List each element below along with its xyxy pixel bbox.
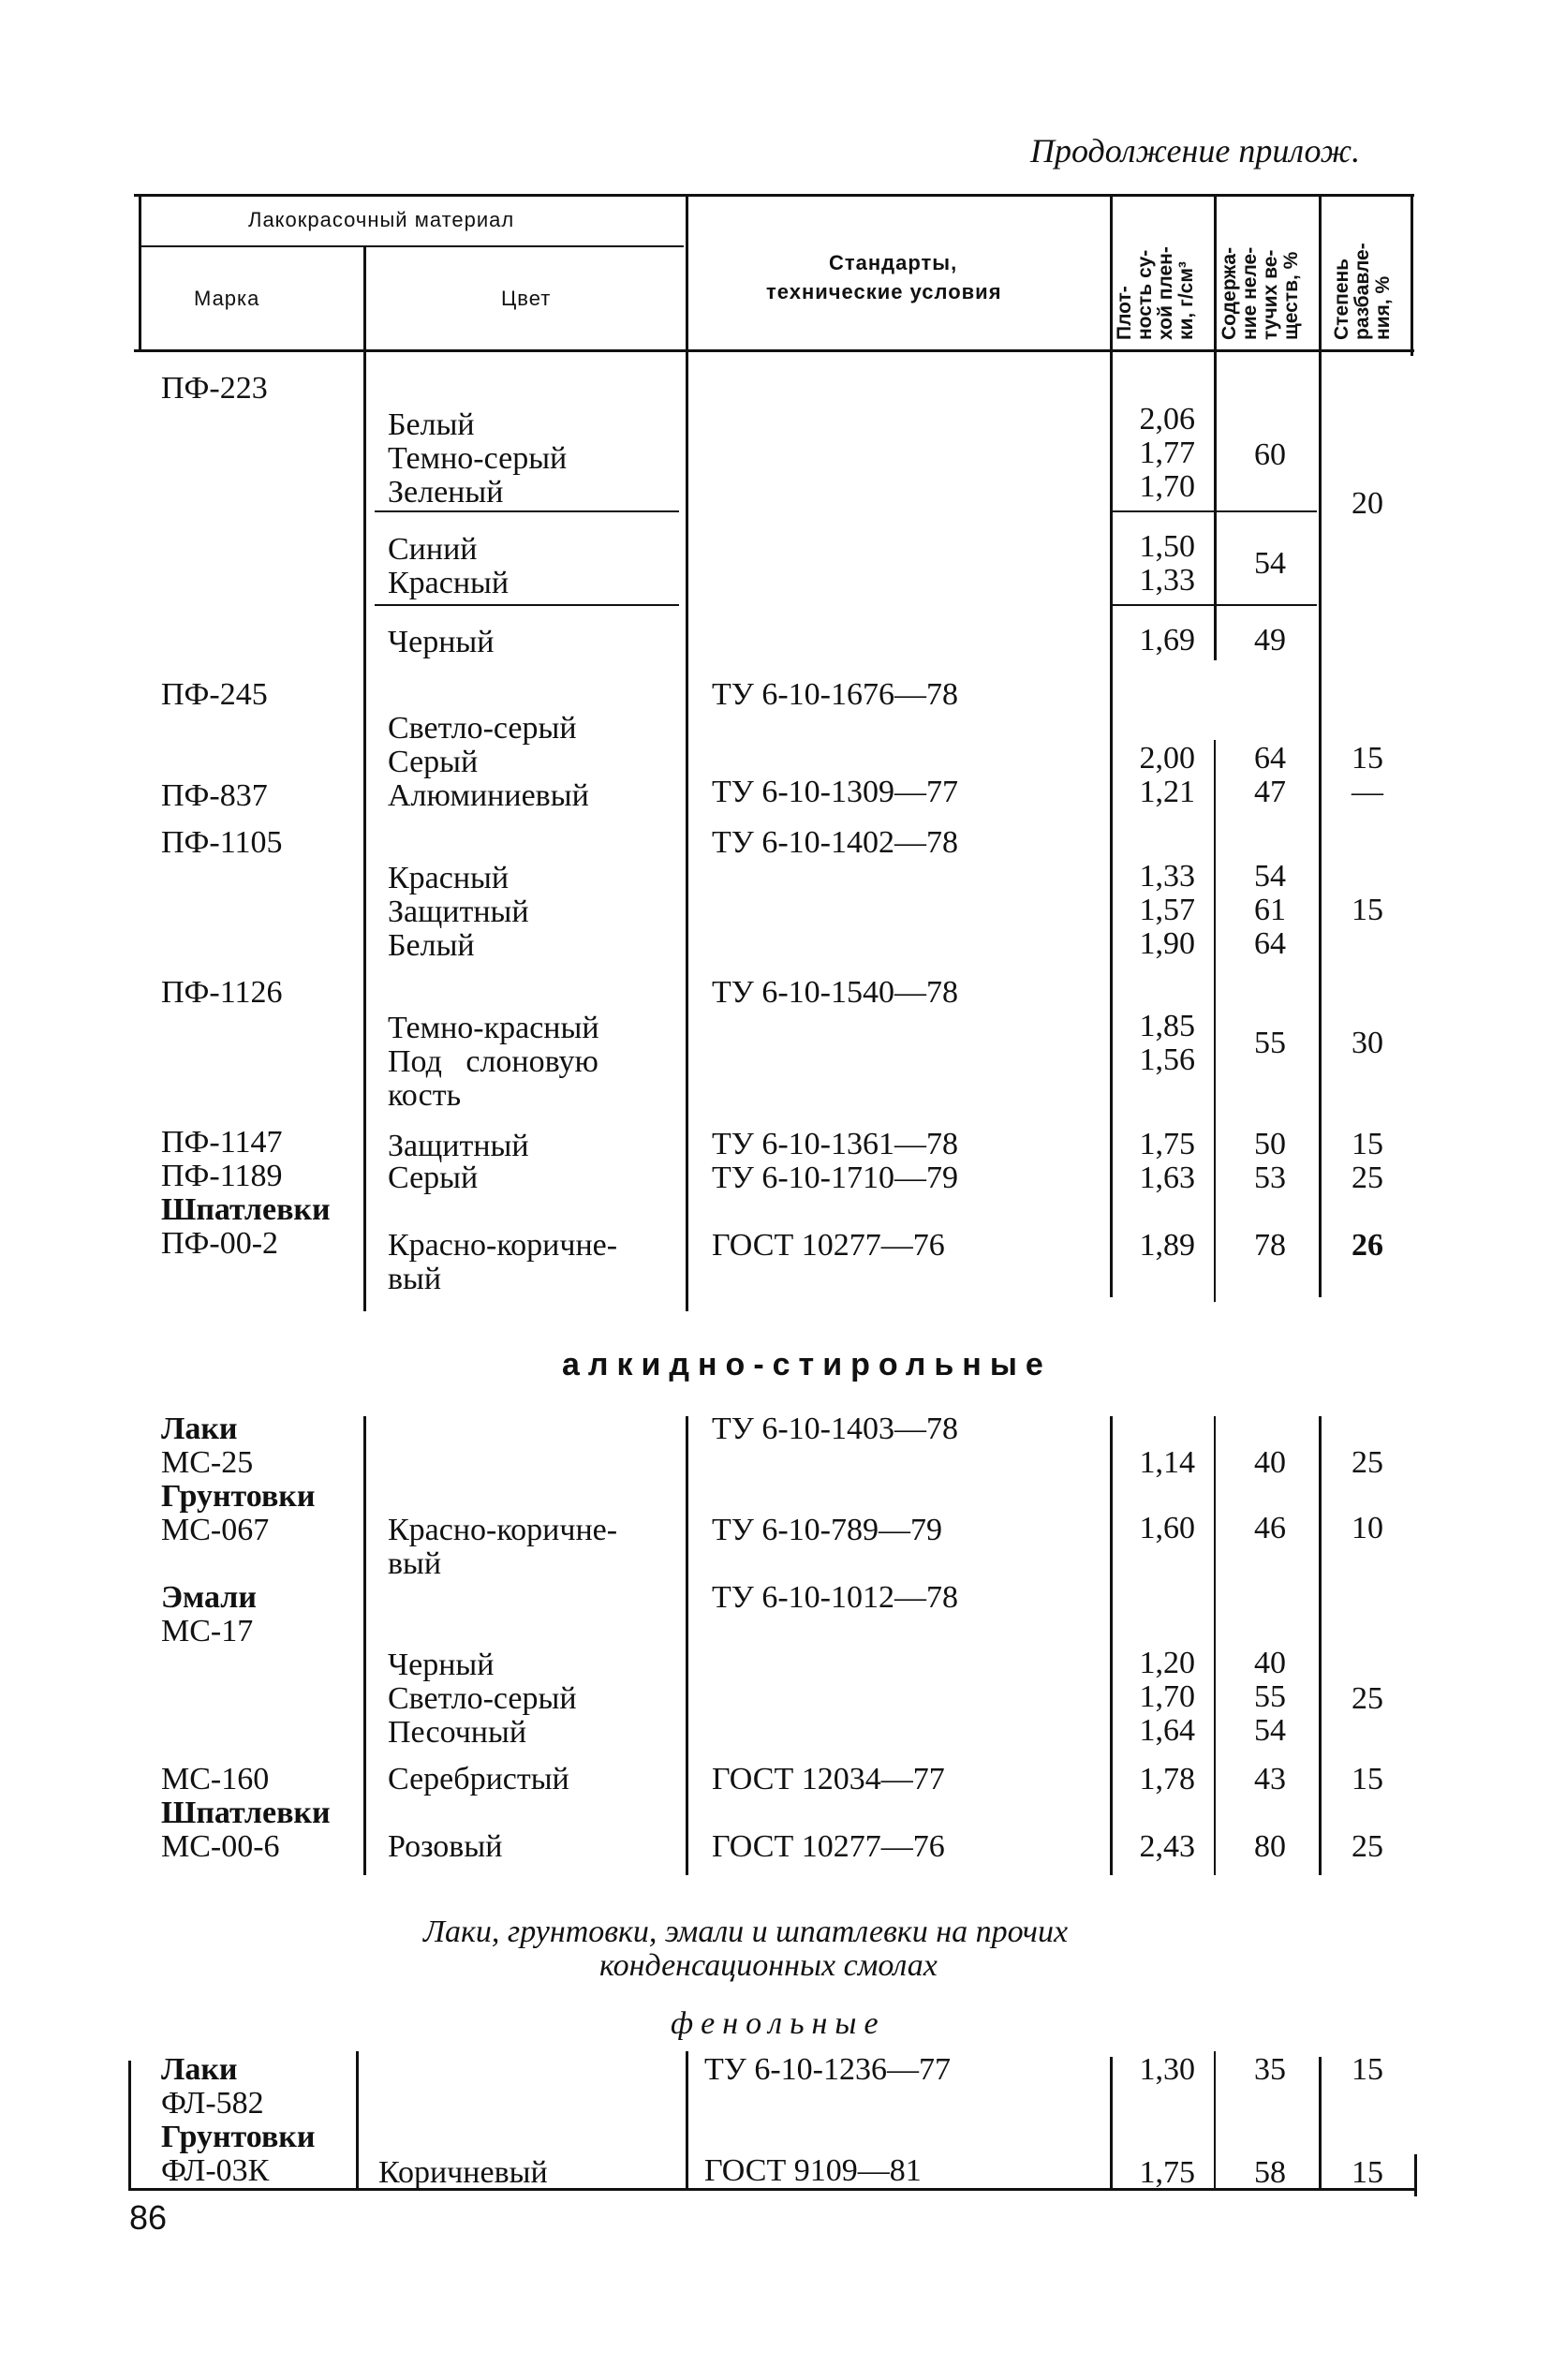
- color-cell: Серый: [388, 1160, 479, 1195]
- density-cell: 1,70: [1139, 469, 1195, 504]
- density-cell: 1,89: [1139, 1228, 1195, 1263]
- body-col-divider: [1110, 351, 1113, 1297]
- nonvol-group-rule: [1216, 604, 1317, 606]
- nonvol-cell: 61: [1254, 893, 1286, 927]
- brand-ms067: МС-067: [161, 1513, 270, 1547]
- running-header: Продолжение прилож.: [1030, 132, 1361, 170]
- brand-ms160: МС-160: [161, 1762, 270, 1796]
- color-cell: Темно-серый: [388, 441, 568, 476]
- density-cell: 1,50: [1139, 529, 1195, 564]
- page-number: 86: [129, 2198, 168, 2237]
- header-nonvolatile-line: ществ, %: [1280, 251, 1302, 340]
- table-bottom-rule: [128, 2188, 1414, 2191]
- dilution-cell: 15: [1352, 2155, 1383, 2190]
- standard-cell: ТУ 6-10-1309—77: [712, 775, 958, 809]
- header-density-line: ки, г/см³: [1175, 261, 1197, 340]
- body-col-divider: [1214, 351, 1217, 660]
- dilution-cell: 15: [1352, 893, 1383, 927]
- color-cell: Темно-красный: [388, 1011, 599, 1045]
- density-group-rule: [1113, 510, 1214, 512]
- brand-pf223: ПФ-223: [161, 371, 268, 406]
- body-col-divider: [686, 351, 688, 1311]
- header-color: Цвет: [501, 287, 552, 310]
- standard-cell: ТУ 6-10-1236—77: [704, 2052, 951, 2087]
- brand-ms006: МС-00-6: [161, 1829, 280, 1864]
- nonvol-cell: 55: [1254, 1026, 1286, 1060]
- density-cell: 1,64: [1139, 1713, 1195, 1748]
- color-cell: Серый: [388, 745, 479, 779]
- dilution-cell: —: [1352, 775, 1383, 809]
- color-cell: Песочный: [388, 1715, 527, 1750]
- dilution-cell: 25: [1352, 1681, 1383, 1716]
- standard-cell: ТУ 6-10-1361—78: [712, 1127, 958, 1161]
- category-label: Грунтовки: [161, 1479, 316, 1514]
- color-cell: Зеленый: [388, 475, 504, 510]
- color-group-rule: [375, 604, 679, 606]
- color-cell: Белый: [388, 928, 475, 963]
- color-cell: кость: [388, 1078, 462, 1113]
- nonvol-cell: 58: [1254, 2155, 1286, 2190]
- body-col-divider: [1319, 1416, 1322, 1875]
- header-brand: Марка: [194, 287, 260, 310]
- nonvol-cell: 60: [1254, 437, 1286, 472]
- density-cell: 2,06: [1139, 402, 1195, 436]
- standard-cell: ГОСТ 9109—81: [704, 2153, 922, 2188]
- dilution-cell: 10: [1352, 1511, 1383, 1545]
- color-cell: вый: [388, 1546, 442, 1581]
- category-label: Эмали: [161, 1580, 257, 1615]
- density-group-rule: [1113, 604, 1214, 606]
- density-cell: 2,00: [1139, 741, 1195, 776]
- header-material-group: Лакокрасочный материал: [248, 208, 515, 231]
- brand-pf002: ПФ-00-2: [161, 1226, 279, 1261]
- color-cell: Красно-коричне-: [388, 1513, 618, 1547]
- body-col-divider: [1414, 2154, 1417, 2196]
- brand-pf1126: ПФ-1126: [161, 975, 283, 1010]
- category-label: Лаки: [161, 2052, 238, 2087]
- category-label: Шпатлевки: [161, 1192, 331, 1227]
- dilution-cell: 30: [1352, 1026, 1383, 1060]
- header-col-divider: [1319, 197, 1322, 351]
- body-col-divider: [1319, 2057, 1322, 2190]
- density-cell: 1,20: [1139, 1646, 1195, 1680]
- color-cell: Под слоновую: [388, 1044, 598, 1079]
- header-standards-1: технические условия: [766, 280, 1002, 303]
- category-label: Грунтовки: [161, 2120, 316, 2154]
- density-cell: 1,57: [1139, 893, 1195, 927]
- standard-cell: ГОСТ 10277—76: [712, 1228, 945, 1263]
- brand-pf1105: ПФ-1105: [161, 825, 283, 860]
- dilution-cell: 15: [1352, 1762, 1383, 1796]
- nonvol-cell: 80: [1254, 1829, 1286, 1864]
- header-density-line: ность су-: [1134, 249, 1156, 340]
- brand-fl582: ФЛ-582: [161, 2086, 264, 2121]
- nonvol-group-rule: [1216, 510, 1317, 512]
- header-col-divider: [1110, 197, 1113, 351]
- brand-pf1147: ПФ-1147: [161, 1125, 283, 1160]
- brand-ms25: МС-25: [161, 1445, 254, 1480]
- body-col-divider: [363, 351, 366, 1311]
- group-header-rule: [140, 245, 684, 247]
- table-header-bottom-rule: [134, 349, 1414, 352]
- section-alkyd-styrene: алкидно-стирольные: [562, 1347, 1052, 1382]
- nonvol-cell: 78: [1254, 1228, 1286, 1263]
- header-nonvolatile-line: Содержа-: [1219, 246, 1240, 340]
- density-cell: 1,63: [1139, 1160, 1195, 1195]
- color-group-rule: [375, 510, 679, 512]
- color-cell: вый: [388, 1262, 442, 1296]
- color-cell: Белый: [388, 407, 475, 442]
- standard-cell: ГОСТ 10277—76: [712, 1829, 945, 1864]
- header-col-divider: [1214, 197, 1217, 351]
- density-cell: 1,33: [1139, 859, 1195, 894]
- color-cell: Алюминиевый: [388, 778, 589, 813]
- header-nonvolatile-line: тучих ве-: [1260, 249, 1281, 340]
- header-dilution-line: Степень: [1331, 258, 1352, 340]
- density-cell: 1,21: [1139, 775, 1195, 809]
- brand-pf245: ПФ-245: [161, 677, 268, 712]
- dilution-cell: 20: [1352, 486, 1383, 521]
- header-col-divider: [363, 245, 366, 351]
- dilution-cell: 15: [1352, 741, 1383, 776]
- body-col-divider: [1110, 2057, 1113, 2190]
- density-cell: 1,14: [1139, 1445, 1195, 1480]
- color-cell: Красно-коричне-: [388, 1228, 618, 1263]
- standard-cell: ТУ 6-10-1012—78: [712, 1580, 958, 1615]
- body-col-divider: [128, 2061, 131, 2190]
- dilution-cell: 15: [1352, 1127, 1383, 1161]
- body-col-divider: [1214, 740, 1216, 1302]
- standard-cell: ТУ 6-10-1710—79: [712, 1160, 958, 1195]
- nonvol-cell: 47: [1254, 775, 1286, 809]
- color-cell: Защитный: [388, 1129, 529, 1163]
- header-density-line: хой плен-: [1155, 246, 1176, 340]
- body-col-divider: [686, 1416, 688, 1875]
- nonvol-cell: 53: [1254, 1160, 1286, 1195]
- color-cell: Светло-серый: [388, 711, 577, 746]
- color-cell: Синий: [388, 532, 478, 567]
- nonvol-cell: 54: [1254, 859, 1286, 894]
- density-cell: 1,75: [1139, 2155, 1195, 2190]
- nonvol-cell: 35: [1254, 2052, 1286, 2087]
- color-cell: Черный: [388, 1648, 495, 1682]
- standard-cell: ТУ 6-10-1403—78: [712, 1412, 958, 1446]
- nonvol-cell: 55: [1254, 1679, 1286, 1714]
- brand-ms17: МС-17: [161, 1614, 254, 1648]
- color-cell: Красный: [388, 861, 510, 895]
- body-col-divider: [1411, 215, 1413, 356]
- standard-cell: ТУ 6-10-1540—78: [712, 975, 958, 1010]
- nonvol-cell: 49: [1254, 623, 1286, 658]
- header-nonvolatile: [1219, 247, 1302, 340]
- nonvol-cell: 64: [1254, 926, 1286, 961]
- brand-pf837: ПФ-837: [161, 778, 268, 813]
- header-dilution: [1332, 243, 1394, 340]
- density-cell: 2,43: [1139, 1829, 1195, 1864]
- dilution-cell: 26: [1352, 1228, 1383, 1263]
- color-cell: Защитный: [388, 894, 529, 929]
- body-col-divider: [1319, 351, 1322, 1297]
- nonvol-cell: 46: [1254, 1511, 1286, 1545]
- nonvol-cell: 43: [1254, 1762, 1286, 1796]
- dilution-cell: 15: [1352, 2052, 1383, 2087]
- brand-pf1189: ПФ-1189: [161, 1159, 283, 1193]
- header-dilution-line: разбавле-: [1352, 243, 1373, 340]
- nonvol-cell: 50: [1254, 1127, 1286, 1161]
- nonvol-cell: 64: [1254, 741, 1286, 776]
- density-cell: 1,85: [1139, 1009, 1195, 1043]
- nonvol-cell: 54: [1254, 546, 1286, 581]
- body-col-divider: [686, 2051, 688, 2190]
- nonvol-cell: 40: [1254, 1646, 1286, 1680]
- density-cell: 1,33: [1139, 563, 1195, 598]
- dilution-cell: 25: [1352, 1829, 1383, 1864]
- header-dilution-line: ния, %: [1372, 275, 1394, 340]
- density-cell: 1,56: [1139, 1042, 1195, 1077]
- body-col-divider: [1214, 2051, 1216, 2190]
- brand-fl03k: ФЛ-03К: [161, 2153, 270, 2188]
- header-nonvolatile-line: ние неле-: [1239, 246, 1261, 340]
- density-cell: 1,78: [1139, 1762, 1195, 1796]
- color-cell: Светло-серый: [388, 1681, 577, 1716]
- density-cell: 1,77: [1139, 436, 1195, 470]
- standard-cell: ТУ 6-10-789—79: [712, 1513, 942, 1547]
- density-cell: 1,60: [1139, 1511, 1195, 1545]
- table-top-rule: [134, 194, 1414, 197]
- section-other-resins-title-2: конденсационных смолах: [599, 1948, 938, 1983]
- header-density: [1115, 246, 1197, 340]
- density-cell: 1,69: [1139, 623, 1195, 658]
- color-cell: Красный: [388, 566, 510, 600]
- nonvol-cell: 40: [1254, 1445, 1286, 1480]
- nonvol-cell: 54: [1254, 1713, 1286, 1748]
- standard-cell: ГОСТ 12034—77: [712, 1762, 945, 1796]
- color-cell: Розовый: [388, 1829, 503, 1864]
- body-col-divider: [1214, 1416, 1216, 1875]
- dilution-cell: 25: [1352, 1160, 1383, 1195]
- density-cell: 1,30: [1139, 2052, 1195, 2087]
- body-col-divider: [1110, 1416, 1113, 1875]
- color-cell: Серебристый: [388, 1762, 569, 1796]
- body-col-divider: [356, 2051, 359, 2190]
- standard-cell: ТУ 6-10-1402—78: [712, 825, 958, 860]
- category-label: Лаки: [161, 1412, 238, 1446]
- header-standards-title: Стандарты,: [829, 251, 958, 274]
- category-label: Шпатлевки: [161, 1796, 331, 1830]
- color-cell: Коричневый: [378, 2155, 548, 2190]
- header-col-divider: [139, 197, 141, 351]
- density-cell: 1,90: [1139, 926, 1195, 961]
- header-col-divider: [686, 197, 688, 351]
- density-cell: 1,70: [1139, 1679, 1195, 1714]
- body-col-divider: [363, 1416, 366, 1875]
- color-cell: Черный: [388, 625, 495, 659]
- section-phenolic: фенольные: [671, 2006, 886, 2041]
- density-cell: 1,75: [1139, 1127, 1195, 1161]
- header-density-line: Плот-: [1114, 286, 1135, 340]
- section-other-resins-title: Лаки, грунтовки, эмали и шпатлевки на прочих: [423, 1914, 1069, 1949]
- dilution-cell: 25: [1352, 1445, 1383, 1480]
- standard-cell: ТУ 6-10-1676—78: [712, 677, 958, 712]
